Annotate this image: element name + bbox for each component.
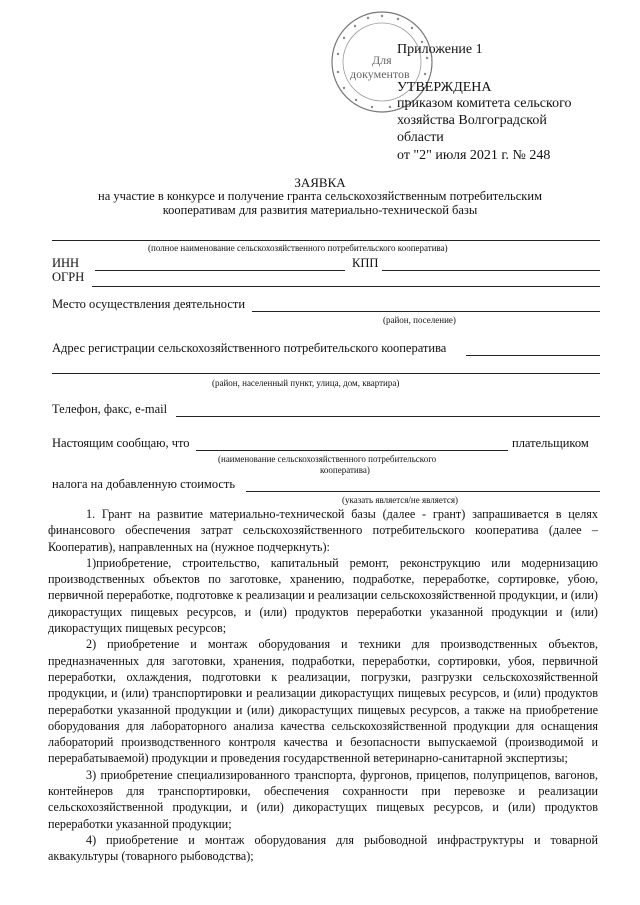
- stamp-text-upper: Для: [372, 53, 392, 67]
- paragraph-5: 4) приобретение и монтаж оборудования для рыбоводной инфраструктуры и товарной аквакультуры (товарного рыбоводства);: [48, 832, 598, 864]
- order-line-1: приказом комитета сельского: [397, 96, 572, 111]
- vat-field[interactable]: [246, 491, 600, 492]
- kpp-field[interactable]: [382, 270, 600, 271]
- activity-label: Место осуществления деятельности: [52, 297, 246, 311]
- order-line-2: хозяйства Волгоградской: [397, 113, 547, 128]
- cooperative-name-line[interactable]: [52, 240, 600, 241]
- notify-suffix: плательщиком: [512, 436, 589, 450]
- document-subtitle-1: на участие в конкурсе и получение гранта сельскохозяйственным потребительским: [98, 189, 542, 203]
- paragraph-3: 2) приобретение и монтаж оборудования и техники для производственных объектов, предназначенных для заготовки, хранения, подработки, переработки, сортировки, убоя, первичной переработки, охлаждения, подготовки к реализации, погрузки, разгрузки сельскохозяйственной продукции, и (или) транспортировки и реализации дикорастущих пищевых ресурсов, и (или) продуктов переработки указанной продукции и (или) дикорастущих пищевых ресурсов, а также на приобретение оборудования для лабораторного анализа качества сельскохозяйственной продукции для оснащения лабораторий производственного контроля качества и безопасности выпускаемой (производимой и перерабатываемой) продукции и проведения государственной ветеринарно-санитарной экспертизы;: [48, 637, 598, 766]
- paragraph-1: 1. Грант на развитие материально-технической базы (далее - грант) запрашивается в целях финансового обеспечения затрат сельскохозяйственного потребительского кооператива (далее – Кооператив), направленных на (нужное подчеркнуть):: [48, 507, 598, 554]
- approved-label: УТВЕРЖДЕНА: [397, 80, 492, 95]
- document-subtitle-2: кооперативам для развития материально-технической базы: [162, 203, 478, 217]
- inn-field[interactable]: [95, 270, 345, 271]
- notify-label: Настоящим сообщаю, что: [52, 436, 190, 450]
- vat-label: налога на добавленную стоимость: [52, 477, 236, 491]
- phone-label: Телефон, факс, e-mail: [52, 402, 168, 416]
- notify-field[interactable]: [196, 450, 508, 451]
- paragraph-4: 3) приобретение специализированного транспорта, фургонов, прицепов, полуприцепов, вагонов, контейнеров для транспортировки, обеспечения сохранности при перевозке и реализации сельскохозяйственной продукции, и (или) дикорастущих пищевых ресурсов, и (или) продуктов переработки указанной продукции;: [48, 767, 598, 831]
- order-line-3: области: [397, 130, 444, 145]
- ogrn-label: ОГРН: [52, 270, 85, 284]
- ogrn-field[interactable]: [92, 286, 600, 287]
- address-caption: (район, населенный пункт, улица, дом, квартира): [212, 378, 400, 388]
- inn-label: ИНН: [52, 256, 80, 270]
- cooperative-name-caption: (полное наименование сельскохозяйственного потребительского кооператива): [148, 243, 448, 253]
- appendix-label: Приложение 1: [397, 42, 483, 57]
- paragraph-2: 1)приобретение, строительство, капитальный ремонт, реконструкцию или модернизацию производственных объектов по заготовке, хранению, подработке, переработке, сортировке, убою, первичной переработке, подготовке к реализации и реализации сельскохозяйственной продукции, и (или) дикорастущих пищевых ресурсов, и (или) продуктов переработки указанной продукции и (или) дикорастущих пищевых ресурсов;: [48, 555, 598, 636]
- vat-caption: (указать является/не является): [342, 495, 459, 505]
- activity-field[interactable]: [252, 311, 600, 312]
- notify-caption-2: кооператива): [320, 465, 370, 475]
- stamp-text-lower: документов: [350, 67, 410, 81]
- document-title: ЗАЯВКА: [294, 175, 346, 190]
- address-field-2[interactable]: [52, 373, 600, 374]
- phone-field[interactable]: [176, 416, 600, 417]
- notify-caption-1: (наименование сельскохозяйственного потребительского: [218, 454, 437, 464]
- activity-caption: (район, поселение): [383, 315, 456, 325]
- kpp-label: КПП: [352, 256, 379, 270]
- address-label: Адрес регистрации сельскохозяйственного потребительского кооператива: [52, 341, 447, 355]
- address-field-1[interactable]: [466, 355, 600, 356]
- body-text: [48, 506, 598, 865]
- order-date: от "2" июля 2021 г. № 248: [397, 148, 551, 163]
